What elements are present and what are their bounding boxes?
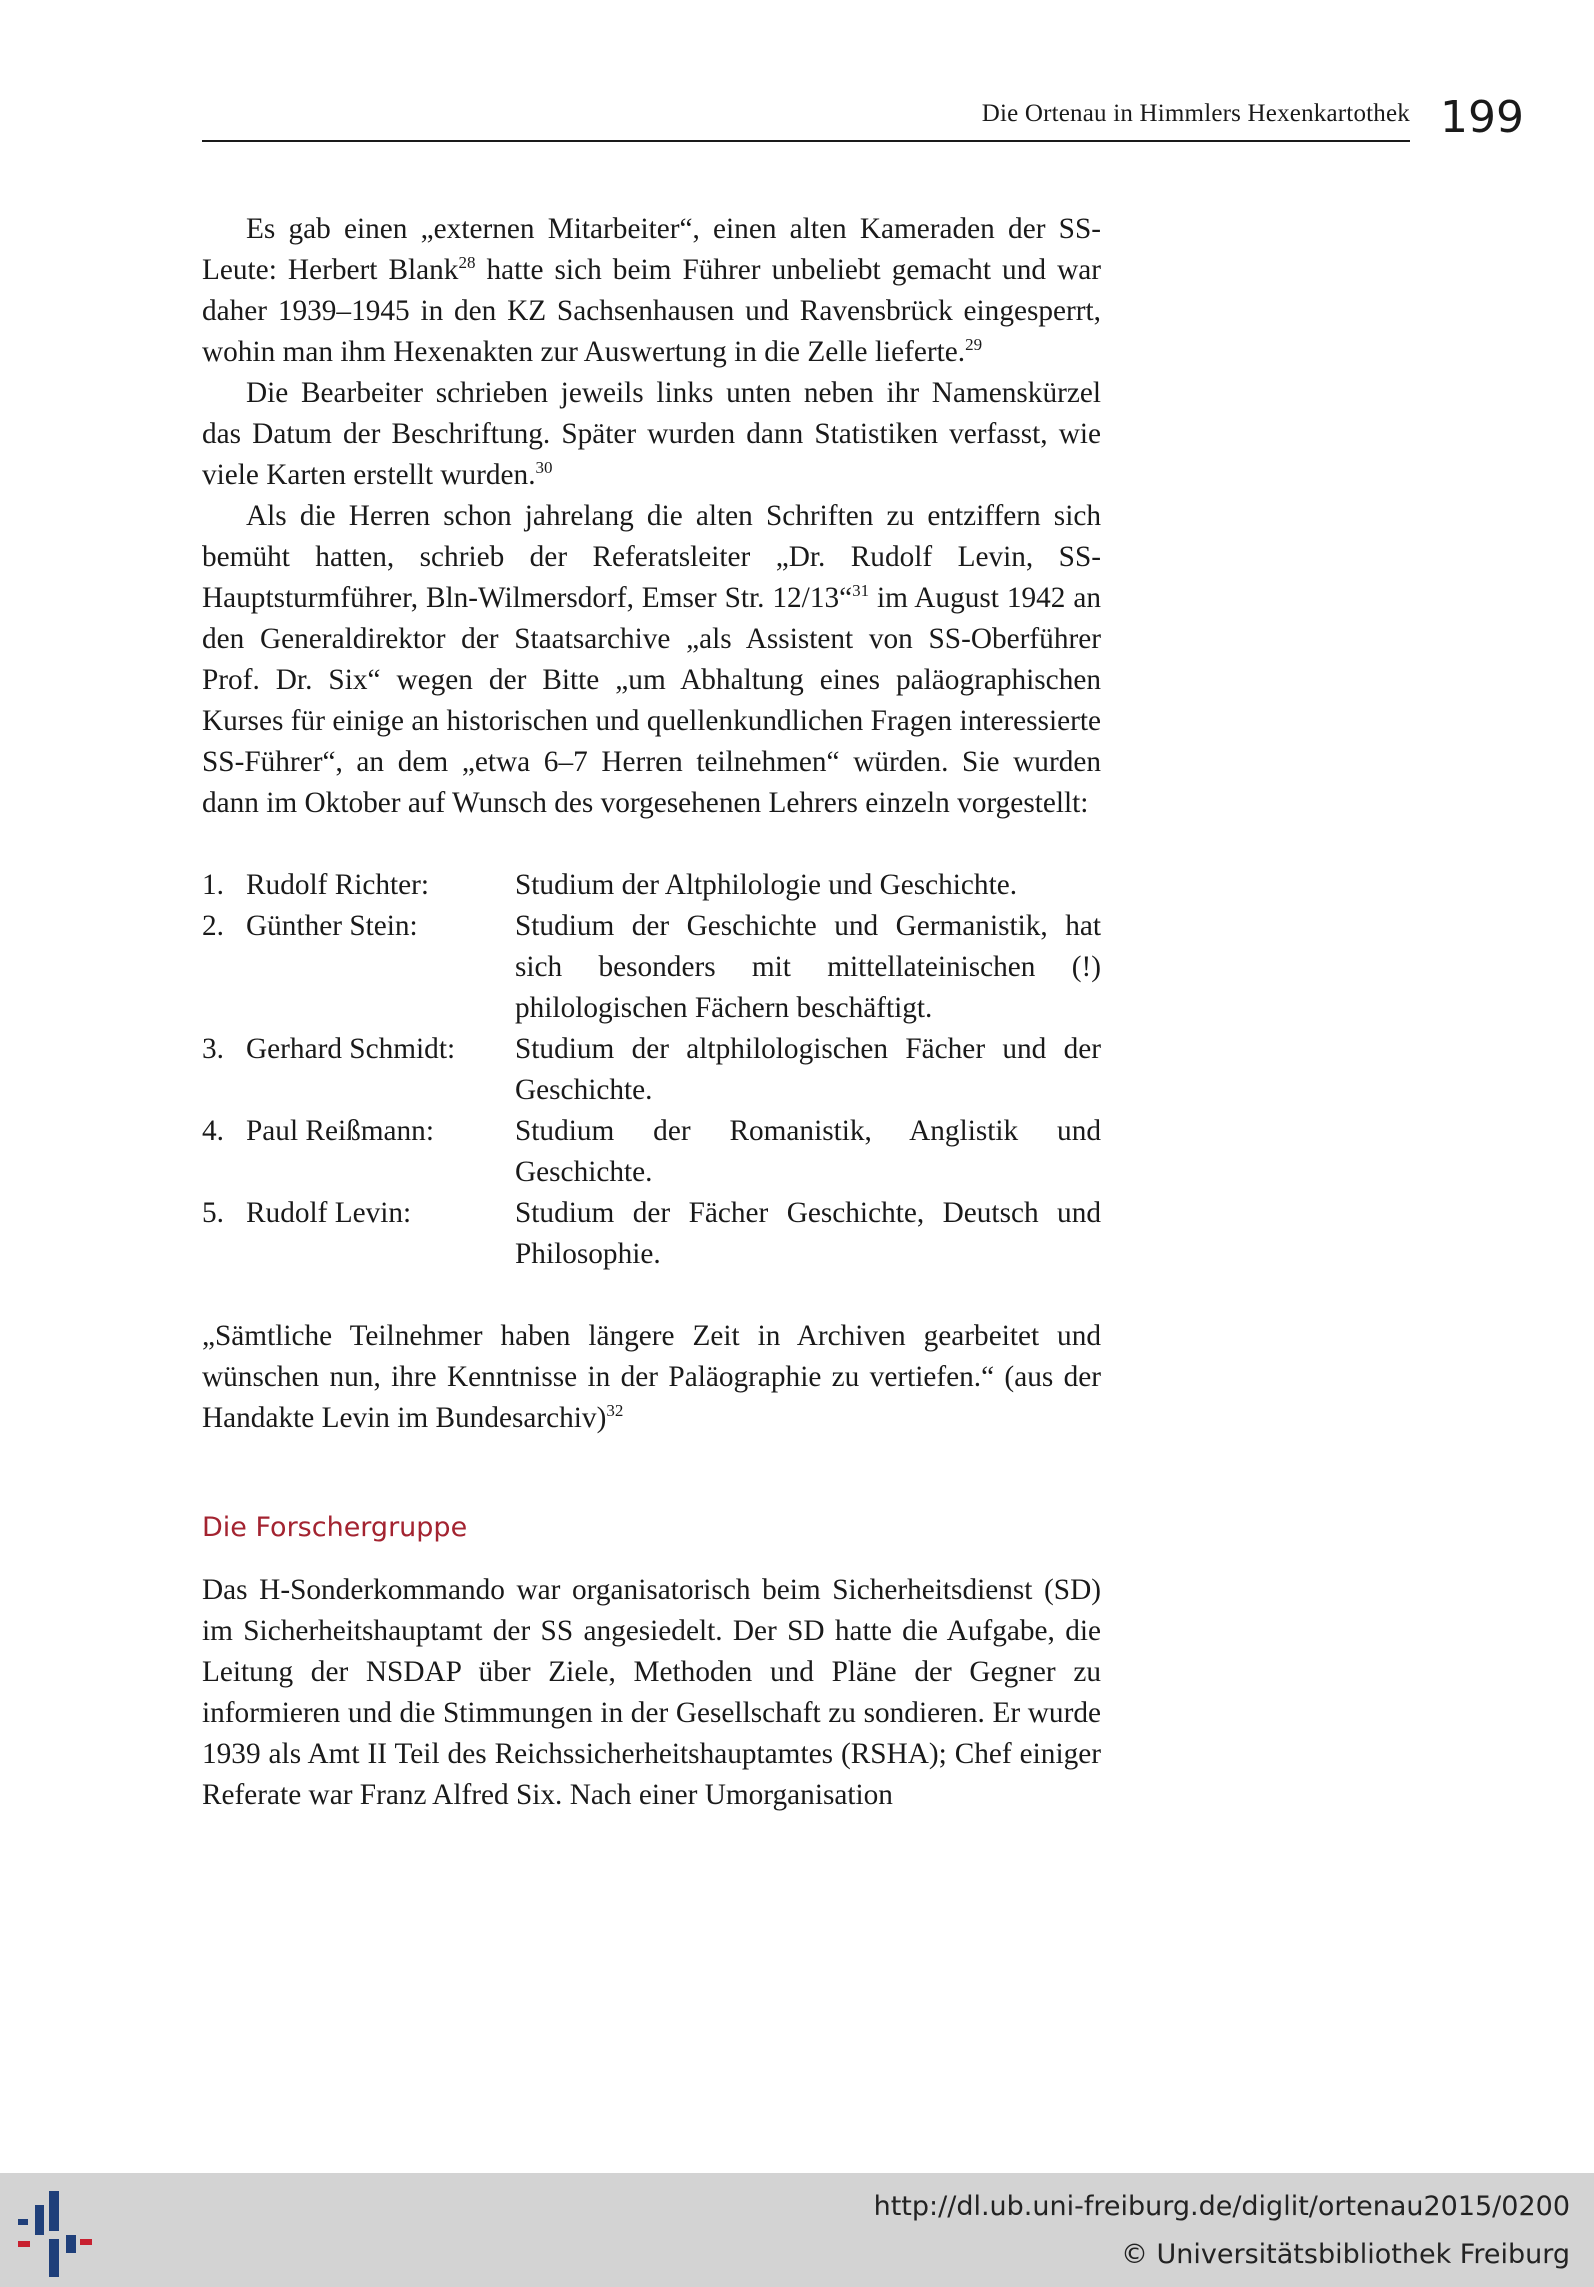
list-item-name: Paul Reißmann: [246, 1115, 434, 1147]
list-item [202, 1193, 1101, 1275]
paragraph-3-text-cont: im August 1942 an den Generaldirektor der Staatsarchive „als Assistent von SS-Oberführer Prof. Dr. Six“ wegen der Bitte „um Abhaltung eines paläographischen Kurses für einige an historischen und quellenkundlichen Fragen interessierte SS-Führer“, an dem „etwa 6–7 Herren teilnehmen“ würden. Sie wurden dann im Oktober auf Wunsch des vorgesehenen Lehrers einzeln vorgestellt: [202, 582, 1101, 819]
list-item-number: 5. [202, 1197, 224, 1229]
archive-quote [202, 1316, 1101, 1439]
list-item-name: Gerhard Schmidt: [246, 1033, 456, 1065]
list-item-number: 1. [202, 869, 224, 901]
running-title: Die Ortenau in Himmlers Hexenkartothek [981, 100, 1410, 127]
paragraph-2-text: Die Bearbeiter schrieben jeweils links unten neben ihr Namenskürzel das Datum der Beschriftung. Später wurden dann Statistiken verfasst, wie viele Karten erstellt wurden. [202, 377, 1101, 491]
list-item-description: Studium der Romanistik, Anglistik und Geschichte. [515, 1115, 1101, 1188]
list-item-name: Rudolf Levin: [246, 1197, 412, 1229]
list-item [202, 1111, 1101, 1193]
paragraph-2 [202, 373, 1101, 496]
list-item-number: 3. [202, 1033, 224, 1065]
footnote-ref-31[interactable]: 31 [852, 581, 870, 600]
copyright-notice: © Universitätsbibliothek Freiburg [1120, 2239, 1570, 2270]
list-item-name: Rudolf Richter: [246, 869, 430, 901]
list-item-description: Studium der altphilologischen Fächer und der Geschichte. [515, 1033, 1101, 1106]
paragraph-3-text: Als die Herren schon jahrelang die alten Schriften zu entziffern sich bemüht hatten, schrieb der Referatsleiter „Dr. Rudolf Levin, SS-Hauptsturmführer, Bln-Wilmersdorf, Emser Str. 12/13“ [202, 500, 1101, 614]
ub-freiburg-logo-icon[interactable] [12, 2189, 102, 2279]
paragraph-3 [202, 496, 1101, 824]
archive-quote-text: „Sämtliche Teilnehmer haben längere Zeit in Archiven gearbeitet und wünschen nun, ihre Kenntnisse in der Paläographie zu vertiefen.“ (aus der Handakte Levin im Bundesarchiv) [202, 1320, 1101, 1434]
paragraph-1-text: Es gab einen „externen Mitarbeiter“, einen alten Kameraden der SS-Leute: Herbert Blank [202, 213, 1101, 286]
paragraph-1-text-cont: hatte sich beim Führer unbeliebt gemacht und war daher 1939–1945 in den KZ Sachsenhausen und Ravensbrück eingesperrt, wohin man ihm Hexenakten zur Auswertung in die Zelle lieferte. [202, 254, 1101, 368]
page-number: 199 [1440, 92, 1524, 143]
list-item [202, 906, 1101, 1029]
section-heading: Die Forschergruppe [202, 1512, 468, 1543]
footnote-ref-28[interactable]: 28 [458, 253, 476, 272]
list-item-number: 2. [202, 910, 224, 942]
list-item [202, 865, 1101, 906]
participant-list [202, 865, 1101, 1275]
list-item-description: Studium der Fächer Geschichte, Deutsch und Philosophie. [515, 1197, 1101, 1270]
footnote-ref-32[interactable]: 32 [606, 1401, 624, 1420]
list-item [202, 1029, 1101, 1111]
section-paragraph: Das H-Sonderkommando war organisatorisch beim Sicherheitsdienst (SD) im Sicherheitshauptamt der SS angesiedelt. Der SD hatte die Aufgabe, die Leitung der NSDAP über Ziele, Methoden und Pläne der Gegner zu informieren und die Stimmungen in der Gesellschaft zu sondieren. Er wurde 1939 als Amt II Teil des Reichssicherheitshauptamtes (RSHA); Chef einiger Referate war Franz Alfred Six. Nach einer Umorganisation [202, 1574, 1101, 1811]
paragraph-1 [202, 209, 1101, 373]
list-item-description: Studium der Geschichte und Germanistik, hat sich besonders mit mittellateinischen (!) philologischen Fächern beschäftigt. [515, 910, 1101, 1024]
list-item-name: Günther Stein: [246, 910, 418, 942]
list-item-description: Studium der Altphilologie und Geschichte. [515, 869, 1018, 901]
list-item-number: 4. [202, 1115, 224, 1147]
main-text [202, 209, 1101, 1816]
footer-bar [0, 2173, 1594, 2287]
footnote-ref-29[interactable]: 29 [965, 335, 983, 354]
footnote-ref-30[interactable]: 30 [535, 458, 553, 477]
permalink-url[interactable]: http://dl.ub.uni-freiburg.de/diglit/ortenau2015/0200 [873, 2191, 1570, 2222]
running-header [202, 96, 1410, 142]
